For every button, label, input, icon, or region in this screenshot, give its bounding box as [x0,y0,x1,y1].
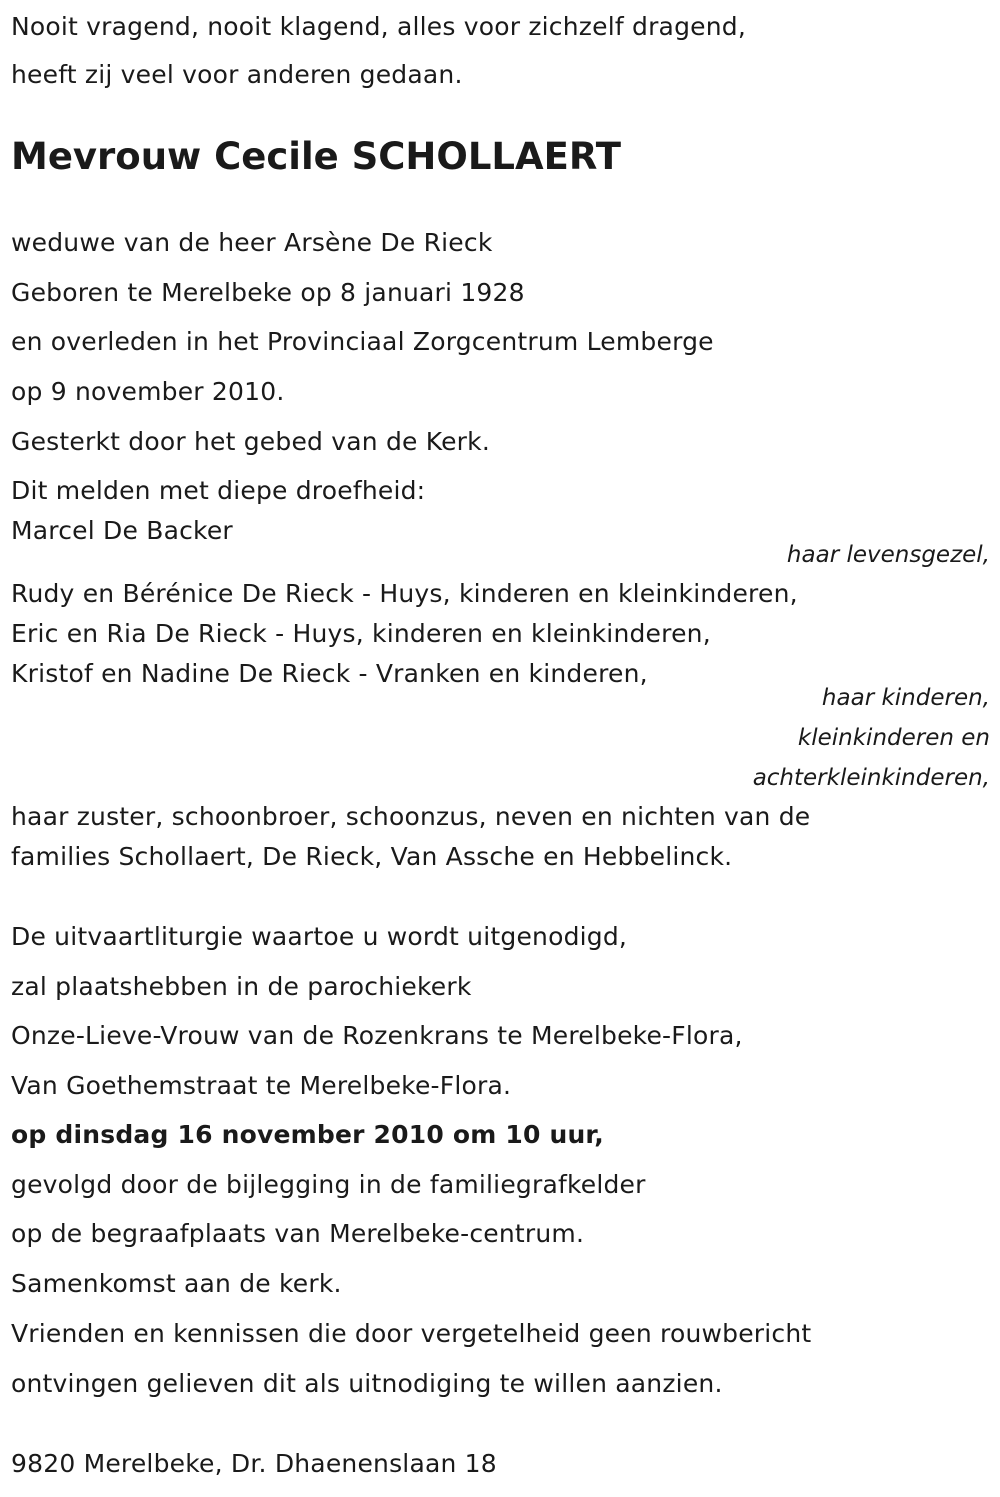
detail-line: weduwe van de heer Arsène De Rieck [11,228,493,257]
children-line: Eric en Ria De Rieck - Huys, kinderen en kleinkinderen, [11,619,711,648]
ceremony-line: Onze-Lieve-Vrouw van de Rozenkrans te Merelbeke-Flora, [11,1021,743,1050]
partner-role: haar levensgezel, [786,542,990,568]
children-role-line: haar kinderen, [821,685,990,711]
detail-line: Dit melden met diepe droefheid: [11,476,426,505]
deceased-name: Mevrouw Cecile SCHOLLAERT [11,135,621,178]
detail-line: op 9 november 2010. [11,377,285,406]
after-line: gevolgd door de bijlegging in de familiegrafkelder [11,1170,646,1199]
detail-line: Gesterkt door het gebed van de Kerk. [11,427,490,456]
ceremony-date: op dinsdag 16 november 2010 om 10 uur, [11,1120,604,1149]
after-line: ontvingen gelieven dit als uitnodiging te willen aanzien. [11,1369,723,1398]
children-role-line: achterkleinkinderen, [752,765,990,791]
children-line: Rudy en Bérénice De Rieck - Huys, kinderen en kleinkinderen, [11,579,798,608]
family-line: haar zuster, schoonbroer, schoonzus, neven en nichten van de [11,802,811,831]
ceremony-line: zal plaatshebben in de parochiekerk [11,972,472,1001]
ceremony-line: De uitvaartliturgie waartoe u wordt uitgenodigd, [11,922,628,951]
family-line: families Schollaert, De Rieck, Van Assche en Hebbelinck. [11,842,733,871]
after-line: op de begraafplaats van Merelbeke-centrum. [11,1219,585,1248]
children-role-line: kleinkinderen en [797,725,990,751]
partner-name: Marcel De Backer [11,516,233,545]
intro-line-2: heeft zij veel voor anderen gedaan. [11,60,463,89]
intro-line-1: Nooit vragend, nooit klagend, alles voor zichzelf dragend, [11,12,746,41]
after-line: Samenkomst aan de kerk. [11,1269,342,1298]
detail-line: Geboren te Merelbeke op 8 januari 1928 [11,278,525,307]
detail-line: en overleden in het Provinciaal Zorgcentrum Lemberge [11,327,714,356]
ceremony-line: Van Goethemstraat te Merelbeke-Flora. [11,1071,512,1100]
children-line: Kristof en Nadine De Rieck - Vranken en kinderen, [11,659,648,688]
address: 9820 Merelbeke, Dr. Dhaenenslaan 18 [11,1449,497,1478]
after-line: Vrienden en kennissen die door vergetelheid geen rouwbericht [11,1319,812,1348]
